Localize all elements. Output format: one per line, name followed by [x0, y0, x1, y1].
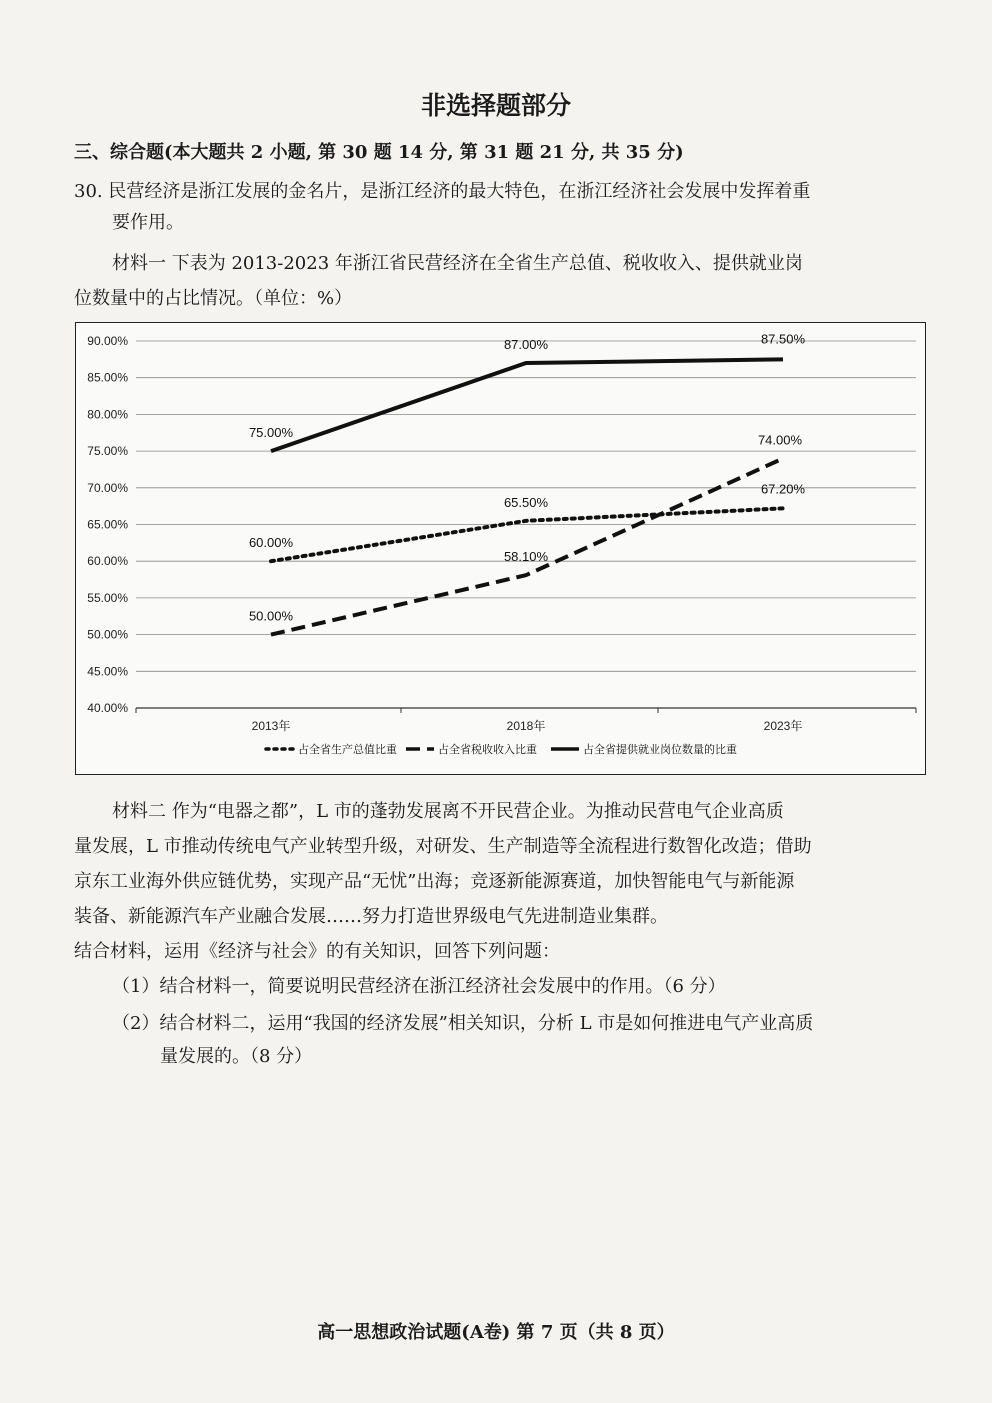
legend-label: 占全省税收收入比重 [438, 744, 537, 756]
material-one-text-cont: 位数量中的占比情况。（单位：%） [74, 288, 353, 309]
y-tick-label: 50.00% [87, 627, 128, 642]
data-label: 75.00% [248, 425, 294, 441]
legend-label: 占全省提供就业岗位数量的比重 [583, 744, 737, 756]
material-one-text: 材料一 下表为 2013-2023 年浙江省民营经济在全省生产总值、税收收入、提供就业岗 [112, 253, 803, 274]
question-30-intro-cont: 要作用。 [112, 212, 184, 233]
y-tick-label: 80.00% [87, 407, 128, 422]
data-label: 74.00% [757, 432, 803, 448]
question-30-intro: 30. 民营经济是浙江发展的金名片，是浙江经济的最大特色，在浙江经济社会发展中发挥着重 [74, 181, 811, 202]
material-two-text-3: 京东工业海外供应链优势，实现产品“无忧”出海；竞逐新能源赛道，加快智能电气与新能源 [74, 871, 795, 892]
y-tick-label: 90.00% [87, 334, 128, 348]
sub-question-2-cont: 量发展的。（8 分） [160, 1046, 313, 1067]
x-tick-label: 2023年 [763, 719, 803, 733]
material-two-text-4: 装备、新能源汽车产业融合发展……努力打造世界级电气先进制造业集群。 [74, 906, 668, 927]
section-title: 非选择题部分 [420, 91, 571, 120]
y-tick-label: 75.00% [87, 444, 128, 459]
answer-prompt: 结合材料，运用《经济与社会》的有关知识，回答下列问题： [74, 941, 560, 962]
data-label: 60.00% [248, 535, 294, 551]
data-label: 58.10% [503, 549, 549, 565]
series-line [271, 458, 783, 634]
y-tick-label: 60.00% [87, 554, 128, 569]
y-tick-label: 55.00% [87, 590, 128, 605]
data-label: 67.20% [760, 481, 806, 497]
data-label: 87.50% [760, 331, 806, 347]
sub-question-2: （2）结合材料二，运用“我国的经济发展”相关知识，分析 L 市是如何推进电气产业高质 [112, 1013, 814, 1034]
data-label: 50.00% [248, 608, 294, 624]
y-tick-label: 65.00% [87, 517, 128, 532]
data-label: 65.50% [503, 494, 549, 510]
y-tick-label: 85.00% [87, 370, 128, 385]
y-tick-label: 45.00% [87, 664, 128, 679]
legend-label: 占全省生产总值比重 [298, 744, 397, 756]
y-tick-label: 70.00% [87, 480, 128, 495]
y-tick-label: 40.00% [87, 701, 128, 715]
material-two-text-2: 量发展，L 市推动传统电气产业转型升级，对研发、生产制造等全流程进行数智化改造；借助 [74, 836, 812, 857]
material-two-text: 材料二 作为“电器之都”，L 市的蓬勃发展离不开民营企业。为推动民营电气企业高质 [112, 801, 784, 822]
data-label: 87.00% [503, 337, 549, 353]
x-tick-label: 2018年 [506, 719, 546, 733]
series-line [271, 359, 783, 451]
part-heading: 三、综合题(本大题共 2 小题, 第 30 题 14 分, 第 31 题 21 分, 共 35 分) [74, 142, 684, 163]
chart-canvas [76, 323, 925, 774]
page-footer: 高一思想政治试题(A卷) 第 7 页（共 8 页） [317, 1322, 675, 1343]
line-chart [75, 322, 926, 775]
x-tick-label: 2013年 [251, 719, 291, 733]
sub-question-1: （1）结合材料一，简要说明民营经济在浙江经济社会发展中的作用。（6 分） [112, 976, 726, 997]
